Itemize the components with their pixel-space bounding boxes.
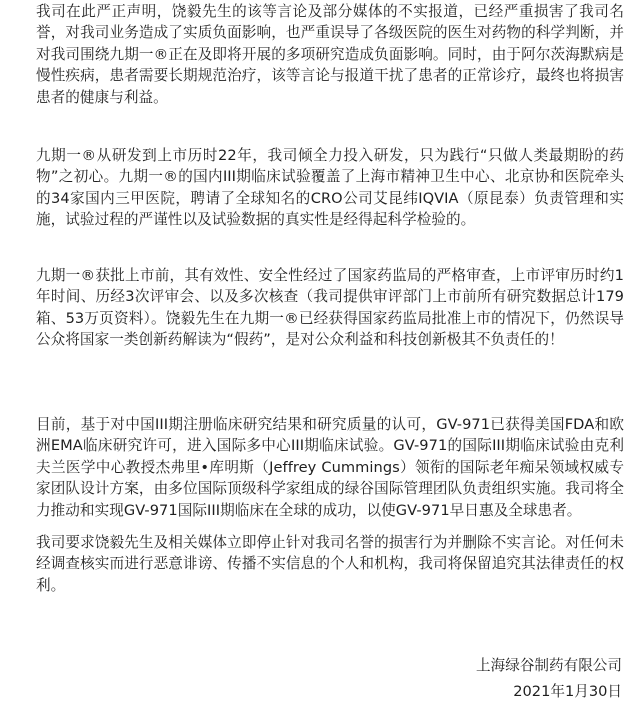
paragraph-reputation-damage: 我司在此严正声明，饶毅先生的该等言论及部分媒体的不实报道，已经严重损害了我司名誉，对我司业务造成了实质负面影响，也严重误导了各级医院的医生对药物的科学判断，并对我司围绕九期一®正在及即将开展的多项研究造成负面影响。同时，由于阿尔茨海默病是慢性疾病，患者需要长期规范治疗，该等言论与报道干扰了患者的正常诊疗，最终也将损害患者的健康与利益。 (36, 3, 624, 106)
paragraph-research-history: 九期一®从研发到上市历时22年，我司倾全力投入研发，只为践行“只做人类最期盼的药物”之初心。九期一®的国内III期临床试验覆盖了上海市精神卫生中心、北京协和医院牵头的34家国内三甲医院，聘请了全球知名的CRO公司艾昆纬IQVIA（原昆泰）负责管理和实施，试验过程的严谨性以及试验数据的真实性是经得起科学检验的。 (36, 147, 624, 229)
paragraph-approval-review: 九期一®获批上市前，其有效性、安全性经过了国家药监局的严格审查，上市评审历时约1年时间、历经3次评审会、以及多次核查（我司提供审评部门上市前所有研究数据总计179箱、53万页资料）。饶毅先生在九期一®已经获得国家药监局批准上市的情况下，仍然误导公众将国家一类创新药解读为“假药”，是对公众利益和科技创新极其不负责任的！ (36, 267, 624, 349)
paragraph-international-trial: 目前，基于对中国III期注册临床研究结果和研究质量的认可，GV-971已获得美国FDA和欧洲EMA临床研究许可，进入国际多中心III期临床试验。GV-971的国际III期临床试验由克利夫兰医学中心教授杰弗里•库明斯（Jeffrey Cummings）领衔的国际老年痴呆领域权威专家团队设计方案，由多位国际顶级科学家组成的绿谷国际管理团队负责组织实施。我司将全力推动和实现GV-971国际III期临床在全球的成功，以使GV-971早日惠及全球患者。 (36, 416, 624, 519)
paragraph-legal-demand: 我司要求饶毅先生及相关媒体立即停止针对我司名誉的损害行为并删除不实言论。对任何未经调查核实而进行恶意诽谤、传播不实信息的个人和机构，我司将保留追究其法律责任的权利。 (36, 534, 624, 594)
signature-date: 2021年1月30日 (513, 683, 622, 700)
signature-company: 上海绿谷制药有限公司 (476, 657, 622, 674)
